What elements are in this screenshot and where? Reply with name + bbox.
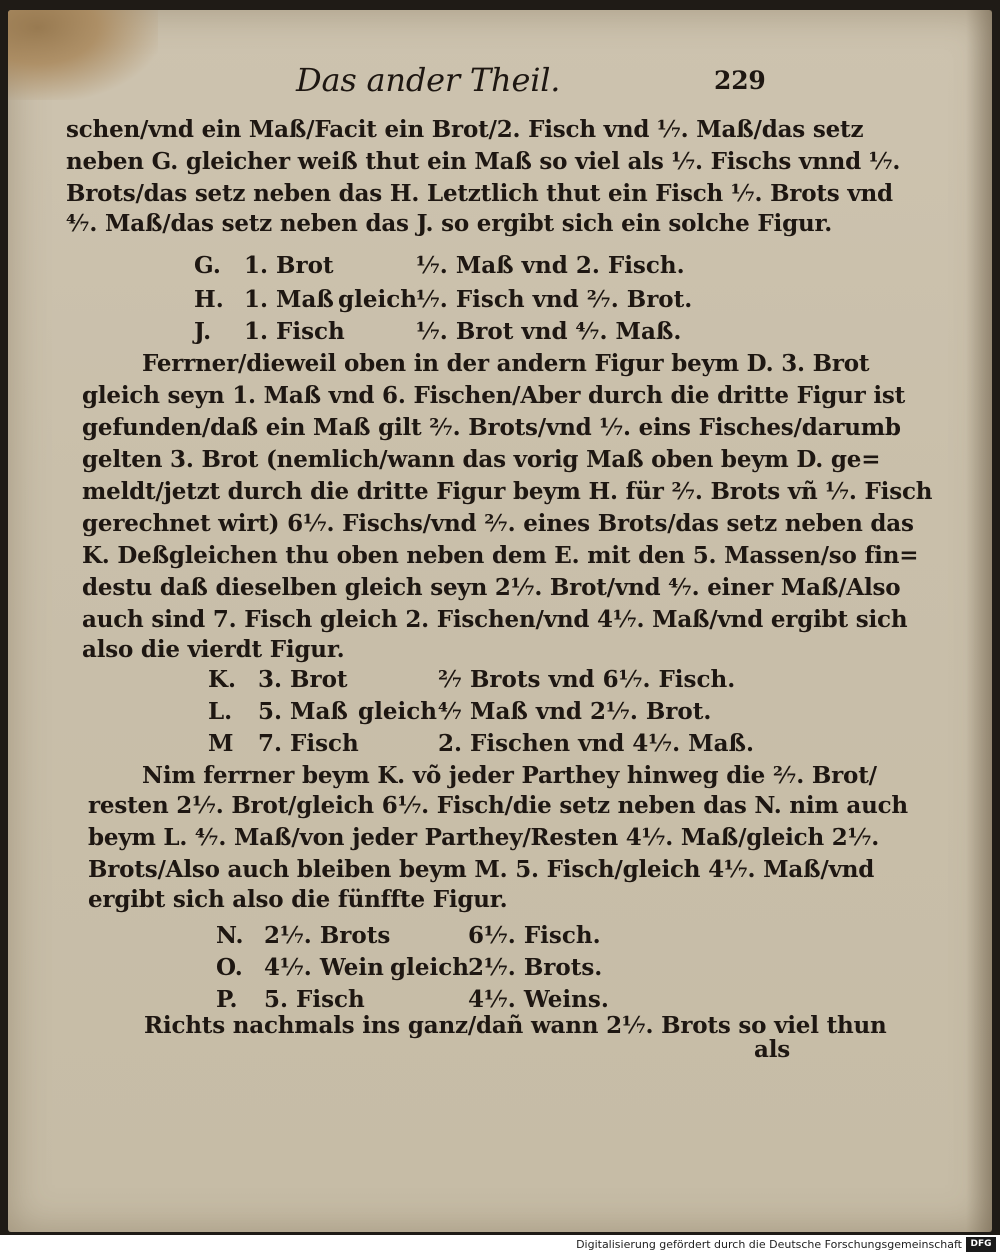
figure-row-left: 5. Fisch xyxy=(264,986,365,1013)
text-line: destu daß dieselben gleich seyn 2⅐. Brot/vnd ⁴⁄₇. einer Maß/Also xyxy=(82,574,901,601)
text-line: also die vierdt Figur. xyxy=(82,636,345,663)
figure-row-label: M xyxy=(208,730,234,757)
catchword: als xyxy=(754,1036,790,1063)
dfg-logo-icon: DFG xyxy=(966,1237,996,1252)
text-line: neben G. gleicher weiß thut ein Maß so viel als ⅐. Fischs vnnd ⅐. xyxy=(66,148,901,175)
figure-row-label: O. xyxy=(216,954,243,981)
figure-equals-word: gleich xyxy=(390,954,469,981)
figure-row-label: H. xyxy=(194,286,224,313)
text-line: gelten 3. Brot (nemlich/wann das vorig Maß oben beym D. ge= xyxy=(82,446,881,473)
figure-row-right: ⅐. Brot vnd ⁴⁄₇. Maß. xyxy=(416,318,682,345)
footer-bar xyxy=(0,1235,1000,1255)
figure-row-right: ⁴⁄₇ Maß vnd 2⅐. Brot. xyxy=(438,698,712,725)
figure-row-right: 4⅐. Weins. xyxy=(468,986,609,1013)
text-line: resten 2⅐. Brot/gleich 6⅐. Fisch/die setz neben das N. nim auch xyxy=(88,792,908,819)
figure-row-right: ⅐. Fisch vnd ²⁄₇. Brot. xyxy=(416,286,693,313)
figure-row-label: N. xyxy=(216,922,244,949)
text-line: gefunden/daß ein Maß gilt ²⁄₇. Brots/vnd ⅐. eins Fisches/darumb xyxy=(82,414,901,441)
text-line: K. Deßgleichen thu oben neben dem E. mit den 5. Massen/so fin= xyxy=(82,542,919,569)
figure-row-left: 1. Brot xyxy=(244,252,334,279)
text-line: ⁴⁄₇. Maß/das setz neben das J. so ergibt sich ein solche Figur. xyxy=(66,210,833,237)
text-line: Nim ferrner beym K. võ jeder Parthey hinweg die ²⁄₇. Brot/ xyxy=(142,762,877,789)
figure-row-right: 2. Fischen vnd 4⅐. Maß. xyxy=(438,730,754,757)
text-line: schen/vnd ein Maß/Facit ein Brot/2. Fisch vnd ⅐. Maß/das setz xyxy=(66,116,864,143)
figure-row-left: 7. Fisch xyxy=(258,730,359,757)
text-line: Brots/das setz neben das H. Letztlich thut ein Fisch ⅐. Brots vnd xyxy=(66,180,893,207)
running-head: Das ander Theil. xyxy=(296,61,561,99)
figure-row-left: 1. Fisch xyxy=(244,318,345,345)
figure-row-right: ⅐. Maß vnd 2. Fisch. xyxy=(416,252,685,279)
figure-row-left: 1. Maß xyxy=(244,286,334,313)
page-number: 229 xyxy=(714,66,766,95)
text-line: Richts nachmals ins ganz/dañ wann 2⅐. Brots so viel thun xyxy=(144,1012,887,1039)
figure-row-left: 4⅐. Wein xyxy=(264,954,384,981)
text-line: beym L. ⁴⁄₇. Maß/von jeder Parthey/Resten 4⅐. Maß/gleich 2⅐. xyxy=(88,824,880,851)
figure-row-label: K. xyxy=(208,666,236,693)
book-page xyxy=(8,10,992,1232)
text-line: gleich seyn 1. Maß vnd 6. Fischen/Aber durch die dritte Figur ist xyxy=(82,382,906,409)
figure-row-right: 6⅐. Fisch. xyxy=(468,922,601,949)
figure-row-label: G. xyxy=(194,252,221,279)
text-line: auch sind 7. Fisch gleich 2. Fischen/vnd 4⅐. Maß/vnd ergibt sich xyxy=(82,606,908,633)
figure-row-left: 5. Maß xyxy=(258,698,348,725)
page-text xyxy=(8,10,992,1232)
figure-row-label: J. xyxy=(194,318,212,345)
figure-equals-word: gleich xyxy=(338,286,417,313)
figure-row-label: P. xyxy=(216,986,238,1013)
text-line: Ferrner/dieweil oben in der andern Figur beym D. 3. Brot xyxy=(142,350,870,377)
text-line: meldt/jetzt durch die dritte Figur beym H. für ²⁄₇. Brots vñ ⅐. Fisch xyxy=(82,478,933,505)
figure-row-left: 3. Brot xyxy=(258,666,348,693)
text-line: Brots/Also auch bleiben beym M. 5. Fisch/gleich 4⅐. Maß/vnd xyxy=(88,856,875,883)
figure-row-left: 2⅐. Brots xyxy=(264,922,391,949)
text-line: ergibt sich also die fünffte Figur. xyxy=(88,886,508,913)
figure-equals-word: gleich xyxy=(358,698,437,725)
figure-row-right: 2⅐. Brots. xyxy=(468,954,603,981)
figure-row-right: ²⁄₇ Brots vnd 6⅐. Fisch. xyxy=(438,666,736,693)
footer-credit: Digitalisierung gefördert durch die Deutsche Forschungsgemeinschaft xyxy=(576,1238,962,1251)
figure-row-label: L. xyxy=(208,698,233,725)
text-line: gerechnet wirt) 6⅐. Fischs/vnd ²⁄₇. eines Brots/das setz neben das xyxy=(82,510,914,537)
